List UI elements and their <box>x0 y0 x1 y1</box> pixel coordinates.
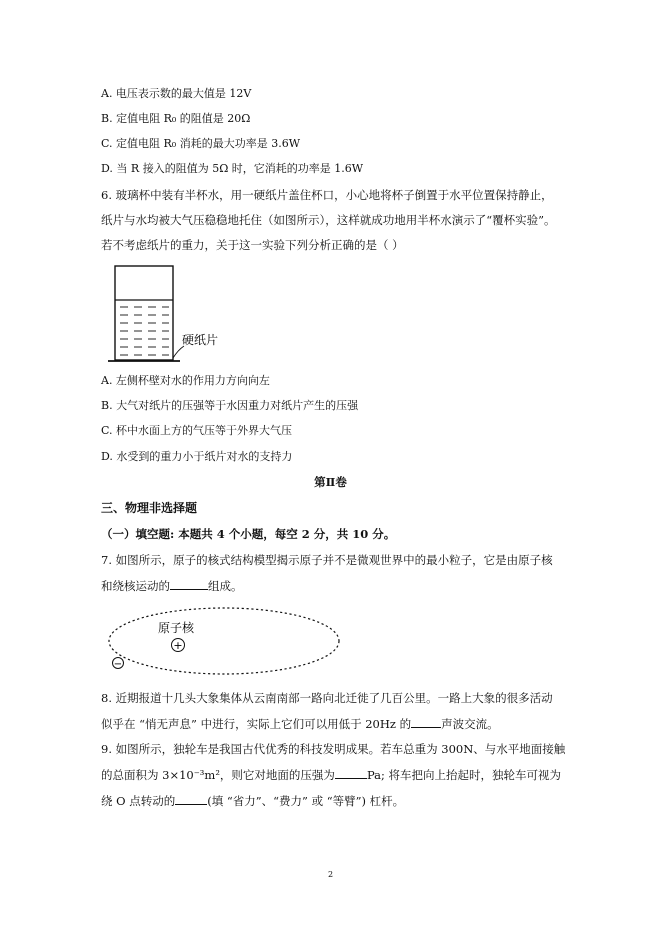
q6-option-a: A. 左侧杯壁对水的作用力方向向左 <box>101 374 270 387</box>
section-title: 第Ⅱ卷 <box>314 475 347 489</box>
q6-stem-line3: 若不考虑纸片的重力，关于这一实验下列分析正确的是（ ） <box>101 238 404 252</box>
q9-line2-after: Pa; 将车把向上抬起时，独轮车可视为 <box>366 768 562 782</box>
electron-minus-sign: − <box>113 659 123 670</box>
inverted-cup-figure <box>98 262 238 364</box>
page-number: 2 <box>327 870 334 879</box>
q6-stem-line2: 纸片与水均被大气压稳稳地托住（如图所示），这样就成功地用半杯水演示了“覆杯实验”。 <box>101 213 556 227</box>
q7-line2 <box>101 578 243 594</box>
q7-line1: 7. 如图所示，原子的核式结构模型揭示原子并不是微观世界中的最小粒子，它是由原子核 <box>101 553 553 567</box>
q9-line2 <box>101 767 561 783</box>
q6-stem-line1: 6. 玻璃杯中装有半杯水，用一硬纸片盖住杯口，小心地将杯子倒置于水平位置保持静止， <box>101 188 553 202</box>
q9-line3 <box>101 793 404 809</box>
q5-option-b: B. 定值电阻 R₀ 的阻值是 20Ω <box>101 112 251 125</box>
q9-lever-blank[interactable] <box>175 793 207 805</box>
q9-pressure-blank[interactable] <box>335 767 367 779</box>
nucleus-plus-sign: + <box>173 639 183 652</box>
q5-option-d: D. 当 R 接入的阻值为 5Ω 时，它消耗的功率是 1.6W <box>101 162 364 175</box>
q9-line3-before: 绕 O 点转动的 <box>101 794 176 808</box>
q7-line2-before: 和绕核运动的 <box>101 579 170 593</box>
q6-option-d: D. 水受到的重力小于纸片对水的支持力 <box>101 450 293 463</box>
q8-line1: 8. 近期报道十几头大象集体从云南南部一路向北迁徙了几百公里。一路上大象的很多活动 <box>101 691 553 705</box>
q8-line2-after: 声波交流。 <box>441 717 499 731</box>
q6-option-b: B. 大气对纸片的压强等于水因重力对纸片产生的压强 <box>101 399 359 412</box>
subpart-title: （一）填空题: 本题共 4 个小题，每空 2 分，共 10 分。 <box>101 527 396 541</box>
q8-answer-blank[interactable] <box>411 716 441 728</box>
q6-option-c: C. 杯中水面上方的气压等于外界大气压 <box>101 424 293 437</box>
cardboard-label: 硬纸片 <box>182 333 219 347</box>
nucleus-label: 原子核 <box>158 621 195 635</box>
atom-model-figure <box>104 603 344 679</box>
q9-line2-before: 的总面积为 3×10⁻³m²，则它对地面的压强为 <box>101 768 335 782</box>
q5-option-a: A. 电压表示数的最大值是 12V <box>101 87 252 100</box>
part-title: 三、物理非选择题 <box>101 501 198 515</box>
q5-option-c: C. 定值电阻 R₀ 消耗的最大功率是 3.6W <box>101 137 300 150</box>
q7-answer-blank[interactable] <box>170 578 208 590</box>
q9-line3-after: (填 “省力”、“费力” 或 “等臂”) 杠杆。 <box>207 794 405 808</box>
q8-line2-before: 似乎在 “悄无声息” 中进行，实际上它们可以用低于 20Hz 的 <box>101 717 412 731</box>
q9-line1: 9. 如图所示，独轮车是我国古代优秀的科技发明成果。若车总重为 300N、与水平地面接触 <box>101 742 566 756</box>
q7-line2-after: 组成。 <box>208 579 243 593</box>
q8-line2 <box>101 716 499 732</box>
